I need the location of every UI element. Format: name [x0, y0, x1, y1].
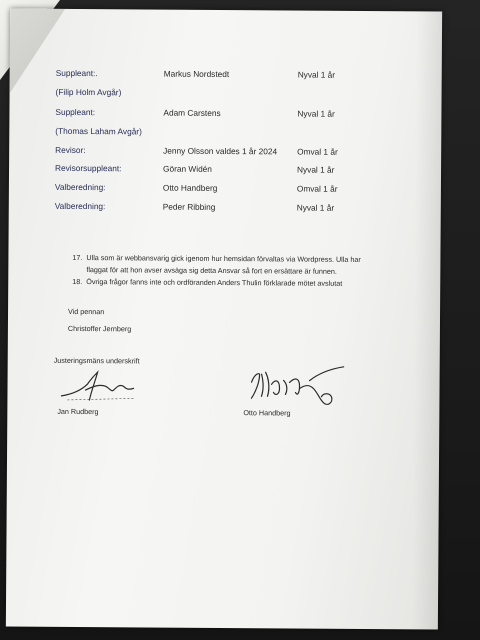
closing-name: Christoffer Jernberg: [67, 323, 132, 334]
roster-role: Revisor:: [55, 144, 86, 156]
signature-left: [55, 364, 145, 407]
folded-corner: [10, 8, 66, 93]
document-page: [6, 8, 442, 629]
signatures-label: Justeringsmäns underskrift: [53, 355, 140, 366]
closing-label: Vid pennan: [68, 306, 105, 317]
roster-name: Peder Ribbing: [162, 201, 216, 212]
signature-right: [239, 362, 349, 411]
roster-name: Markus Nordstedt: [163, 68, 230, 80]
roster-term: Omval 1 år: [297, 146, 338, 157]
board-roster: [10, 8, 442, 213]
roster-role: Suppleant:: [55, 106, 96, 118]
roster-name: Adam Carstens: [163, 107, 221, 118]
roster-term: Nyval 1 år: [297, 164, 335, 175]
roster-role: Revisorsuppleant:: [55, 162, 122, 174]
roster-term: Nyval 1 år: [296, 202, 335, 213]
roster-role: Valberedning:: [54, 200, 106, 212]
signatory-left: Jan Rudberg: [57, 406, 99, 417]
item-text: Ulla som är webbansvarig gick igenom hur hemsidan förvaltas via Wordpress. Ulla har: [86, 253, 361, 264]
roster-term: Nyval 1 år: [297, 108, 335, 119]
roster-term: Nyval 1 år: [297, 69, 336, 80]
signatory-right: Otto Handberg: [243, 408, 291, 418]
roster-role: Valberedning:: [54, 181, 106, 193]
roster-term: Omval 1 år: [296, 183, 338, 194]
roster-role: (Thomas Laham Avgår): [55, 125, 142, 137]
item-text: flaggat för att hon avser avsäga sig detta Ansvar så fort en ersättare är funnen.: [86, 265, 337, 276]
item-text: Övriga frågor fanns inte och ordföranden Anders Thulin förklarade mötet avslutat: [86, 277, 343, 288]
item-number: 17.: [72, 252, 83, 263]
roster-name: Otto Handberg: [162, 182, 218, 193]
roster-role: Suppleant:.: [55, 67, 98, 79]
item-number: 18.: [72, 276, 83, 287]
roster-name: Göran Widén: [163, 163, 212, 174]
roster-name: Jenny Olsson valdes 1 år 2024: [163, 145, 278, 157]
roster-role: (Filip Holm Avgår): [55, 86, 122, 98]
